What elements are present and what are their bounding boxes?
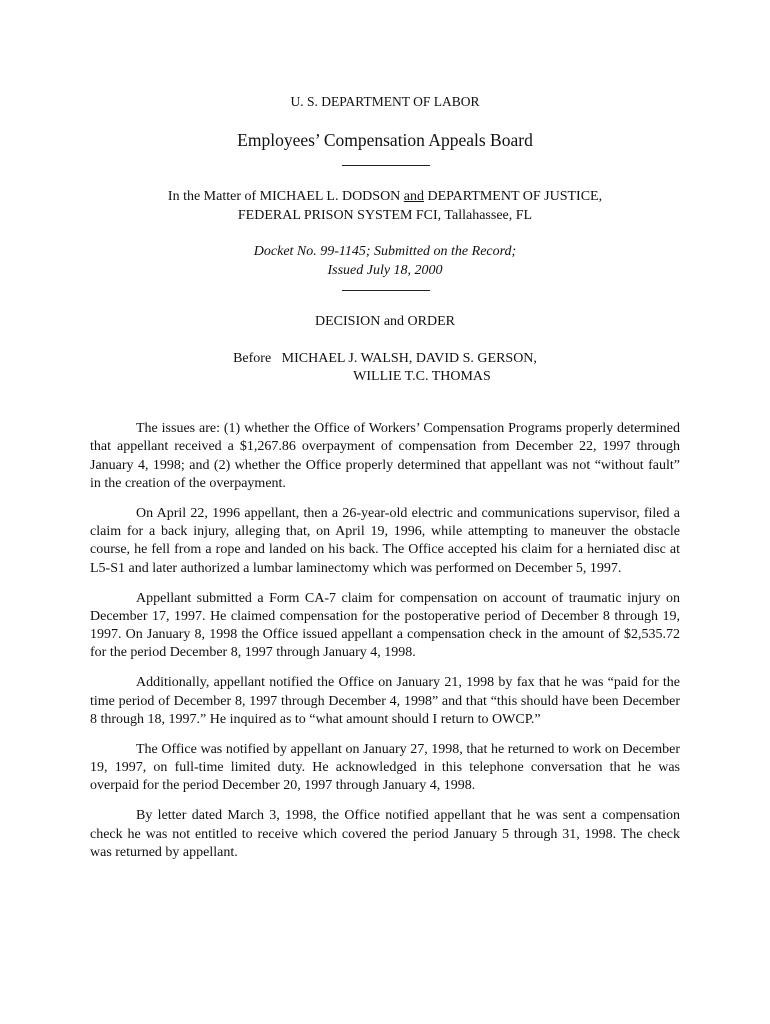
caption-suffix: DEPARTMENT OF JUSTICE,	[424, 189, 603, 204]
divider	[342, 165, 430, 166]
paragraph: By letter dated March 3, 1998, the Office notified appellant that he was sent a compensation check he was not entitled to receive which covered the period January 5 through 31, 1998. The check was returned by appellant.	[90, 808, 680, 860]
paragraph: The Office was notified by appellant on January 27, 1998, that he returned to work on December 19, 1997, on full-time limited duty. He acknowledged in this telephone conversation that he was overpaid for the period December 20, 1997 through January 4, 1998.	[90, 741, 680, 794]
docket-line-1: Docket No. 99-1145; Submitted on the Record;	[253, 244, 517, 259]
caption-line-1	[0, 187, 770, 206]
paragraph: The issues are: (1) whether the Office of Workers’ Compensation Programs properly determined that appellant received a $1,267.86 overpayment of compensation from December 22, 1997 through January 4, 1998; and (2) whether the Office properly determined that appellant was not “without fault” in the creation of the overpayment.	[90, 421, 680, 491]
before-label: Before	[233, 351, 272, 366]
department-heading: U. S. DEPARTMENT OF LABOR	[290, 94, 480, 109]
case-caption	[0, 187, 770, 225]
panel-line-1	[0, 350, 770, 368]
paragraph: On April 22, 1996 appellant, then a 26-year-old electric and communications supervisor, filed a claim for a back injury, alleging that, on April 19, 1996, while attempting to maneuver the obstacle course, he fell from a rope and landed on his back. The Office accepted his claim for a herniated disc at L5-S1 and later authorized a lumbar laminectomy which was performed on December 5, 1997.	[90, 505, 680, 576]
decision-title: DECISION and ORDER	[315, 314, 455, 329]
caption-and: and	[403, 189, 425, 204]
docket-info	[0, 242, 770, 280]
divider	[342, 290, 430, 291]
decision-body	[90, 420, 680, 874]
caption-prefix: In the Matter of MICHAEL L. DODSON	[167, 189, 404, 204]
panel-line-2: WILLIE T.C. THOMAS	[353, 369, 491, 384]
paragraph: Appellant submitted a Form CA-7 claim for compensation on account of traumatic injury on December 17, 1997. He claimed compensation for the postoperative period of December 8 through 19, 1997. On January 8, 1998 the Office issued appellant a compensation check in the amount of $2,535.72 for the period December 8, 1997 through January 4, 1998.	[90, 590, 680, 661]
caption-line-2: FEDERAL PRISON SYSTEM FCI, Tallahassee, FL	[237, 208, 533, 223]
panel-members	[0, 350, 770, 386]
paragraph: Additionally, appellant notified the Office on January 21, 1998 by fax that he was “paid for the time period of December 8, 1997 through December 4, 1998” and that “this should have been December 8 through 18, 1997.” He inquired as to “what amount should I return to OWCP.”	[90, 675, 680, 727]
docket-line-2: Issued July 18, 2000	[327, 263, 443, 278]
panel-names-1: MICHAEL J. WALSH, DAVID S. GERSON,	[281, 351, 537, 366]
board-title: Employees’ Compensation Appeals Board	[237, 130, 533, 150]
